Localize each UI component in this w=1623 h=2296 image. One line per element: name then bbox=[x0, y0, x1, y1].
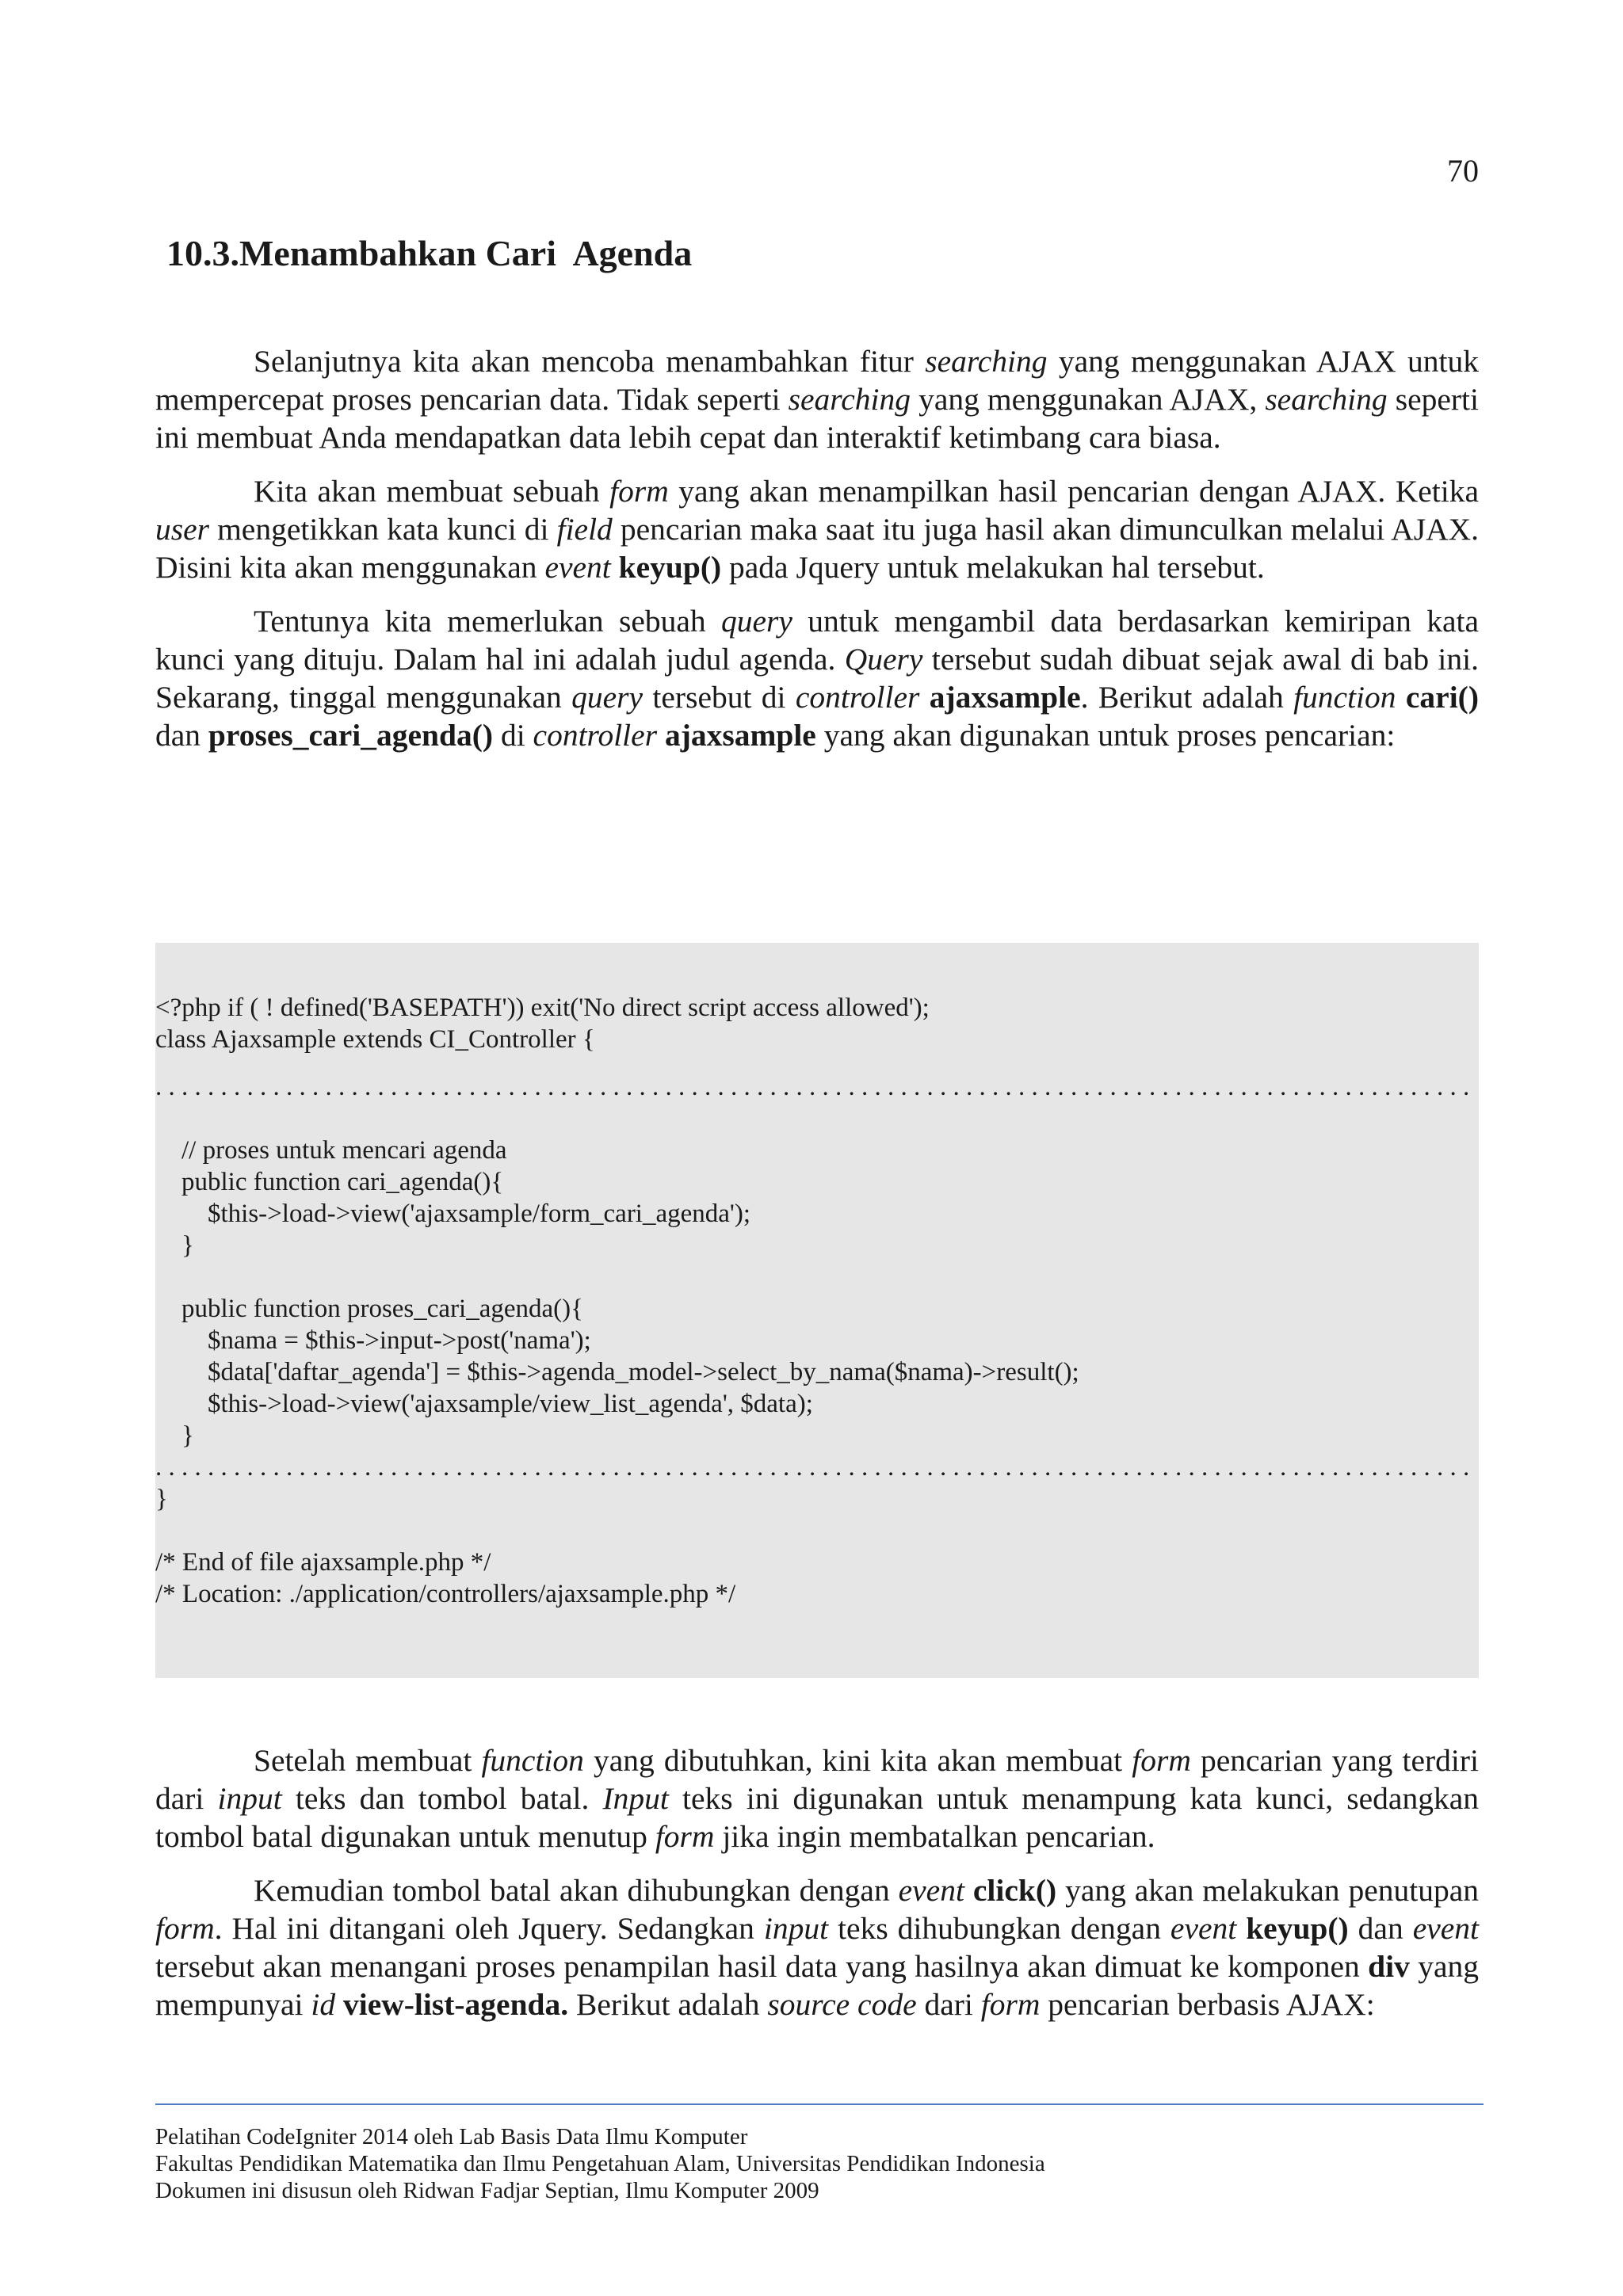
text-run: tersebut akan menangani proses penampilan hasil data yang hasilnya akan dimuat ke komponen bbox=[155, 1949, 1369, 1984]
footer-line-3: Dokumen ini disusun oleh Ridwan Fadjar Septian, Ilmu Komputer 2009 bbox=[155, 2178, 819, 2203]
text-run: yang dibutuhkan, kini kita akan membuat bbox=[583, 1743, 1132, 1778]
italic-term: function bbox=[481, 1743, 584, 1778]
text-run: seperti ini membuat Anda mendapatkan data lebih cepat dan interaktif ketimbang cara biasa. bbox=[155, 382, 1480, 455]
code-line: public function cari_agenda(){ bbox=[155, 1168, 504, 1196]
italic-term: form bbox=[155, 1911, 215, 1946]
code-line: /* Location: ./application/controllers/ajaxsample.php */ bbox=[155, 1580, 736, 1608]
text-run bbox=[657, 718, 665, 753]
text-run: dari bbox=[916, 1987, 981, 2022]
code-line: $this->load->view('ajaxsample/form_cari_agenda'); bbox=[155, 1199, 751, 1228]
italic-term: user bbox=[155, 512, 210, 547]
italic-term: event bbox=[1412, 1911, 1480, 1946]
italic-term: searching bbox=[925, 344, 1048, 379]
italic-term: function bbox=[1293, 680, 1396, 715]
code-line: . . . . . . . . . . . . . . . . . . . . . . . . . . . . . . . . . . . . . . . . . . . . . . . . . . . . . . . . . . . . . . . . . . . . . . . . . . . . . . . . . . . . . . . . . . . . . . . . . . . . . bbox=[155, 1073, 1470, 1101]
text-run: pada Jquery untuk melakukan hal tersebut. bbox=[721, 550, 1265, 585]
code-line: } bbox=[155, 1485, 168, 1513]
footer-divider bbox=[155, 2103, 1484, 2105]
italic-term: source code bbox=[767, 1987, 917, 2022]
italic-term: controller bbox=[533, 718, 658, 753]
text-run: teks ini digunakan untuk menampung kata kunci, sedangkan tombol batal digunakan untuk menutup bbox=[155, 1781, 1479, 1854]
code-line: $nama = $this->input->post('nama'); bbox=[155, 1326, 591, 1355]
code-line: } bbox=[155, 1421, 194, 1450]
text-run bbox=[335, 1987, 343, 2022]
text-run: Kemudian tombol batal akan dihubungkan dengan bbox=[254, 1873, 899, 1908]
code-line: <?php if ( ! defined('BASEPATH')) exit('No direct script access allowed'); bbox=[155, 994, 930, 1022]
section-heading: 10.3.Menambahkan Cari Agenda bbox=[166, 233, 693, 273]
paragraph bbox=[155, 472, 1479, 586]
paragraph bbox=[155, 602, 1479, 754]
italic-term: form bbox=[980, 1987, 1041, 2022]
text-run: yang menggunakan AJAX untuk mempercepat proses pencarian data. Tidak seperti bbox=[155, 344, 1479, 417]
text-run: Selanjutnya kita akan mencoba menambahkan fitur bbox=[254, 344, 926, 379]
italic-term: query bbox=[721, 604, 792, 639]
text-run: teks dan tombol batal. bbox=[281, 1781, 603, 1816]
italic-term: input bbox=[217, 1781, 282, 1816]
code-spacer bbox=[155, 1261, 1479, 1293]
text-run: di bbox=[493, 718, 533, 753]
text-run: yang akan melakukan penutupan bbox=[1056, 1873, 1480, 1908]
italic-term: input bbox=[763, 1911, 829, 1946]
text-run: . Berikut adalah bbox=[1080, 680, 1294, 715]
intro-text bbox=[155, 342, 1479, 754]
bold-term: view-list-agenda. bbox=[342, 1987, 569, 2022]
text-run: untuk mengambil data berdasarkan kemiripan kata kunci yang dituju. Dalam hal ini adalah judul agenda. bbox=[155, 604, 1480, 677]
text-run: yang menggunakan AJAX, bbox=[910, 382, 1266, 417]
italic-term: form bbox=[1132, 1743, 1191, 1778]
italic-term: Input bbox=[602, 1781, 669, 1816]
text-run: yang akan digunakan untuk proses pencarian: bbox=[815, 718, 1396, 753]
code-line: . . . . . . . . . . . . . . . . . . . . . . . . . . . . . . . . . . . . . . . . . . . . . . . . . . . . . . . . . . . . . . . . . . . . . . . . . . . . . . . . . . . . . . . . . . . . . . . . . . . . . bbox=[155, 1453, 1470, 1482]
text-run: dan bbox=[155, 718, 208, 753]
italic-term: id bbox=[311, 1987, 336, 2022]
text-run: mengetikkan kata kunci di bbox=[209, 512, 557, 547]
text-run: dan bbox=[1348, 1911, 1413, 1946]
code-spacer bbox=[155, 1103, 1479, 1135]
code-line: $this->load->view('ajaxsample/view_list_agenda', $data); bbox=[155, 1390, 813, 1418]
text-run bbox=[1396, 680, 1406, 715]
code-line: // proses untuk mencari agenda bbox=[155, 1136, 507, 1165]
code-line: $data['daftar_agenda'] = $this->agenda_model->select_by_nama($nama)->result(); bbox=[155, 1358, 1079, 1386]
italic-term: event bbox=[544, 550, 611, 585]
code-line: /* End of file ajaxsample.php */ bbox=[155, 1548, 491, 1577]
footer-line-1: Pelatihan CodeIgniter 2014 oleh Lab Basis Data Ilmu Komputer bbox=[155, 2124, 748, 2149]
text-run: pencarian yang terdiri dari bbox=[155, 1743, 1479, 1816]
bold-term: cari() bbox=[1405, 680, 1479, 715]
italic-term: searching bbox=[1265, 382, 1388, 417]
bold-term: keyup() bbox=[618, 550, 722, 585]
text-run: pencarian maka saat itu juga hasil akan dimunculkan melalui AJAX. Disini kita akan menggunakan bbox=[155, 512, 1480, 585]
code-spacer bbox=[155, 1055, 1479, 1071]
text-run: . Hal ini ditangani oleh Jquery. Sedangkan bbox=[214, 1911, 764, 1946]
text-run bbox=[964, 1873, 973, 1908]
text-run: tersebut di bbox=[643, 680, 796, 715]
text-run: Kita akan membuat sebuah bbox=[254, 474, 610, 509]
italic-term: controller bbox=[795, 680, 920, 715]
bold-term: ajaxsample bbox=[664, 718, 816, 753]
text-run bbox=[1236, 1911, 1246, 1946]
text-run: Tentunya kita memerlukan sebuah bbox=[254, 604, 721, 639]
text-run: Berikut adalah bbox=[568, 1987, 768, 2022]
text-run: jika ingin membatalkan pencarian. bbox=[714, 1819, 1155, 1854]
text-run: Setelah membuat bbox=[254, 1743, 482, 1778]
code-line: } bbox=[155, 1231, 194, 1260]
paragraph bbox=[155, 342, 1479, 456]
text-run bbox=[611, 550, 619, 585]
italic-term: event bbox=[898, 1873, 964, 1908]
italic-term: searching bbox=[788, 382, 911, 417]
italic-term: query bbox=[571, 680, 643, 715]
code-line: class Ajaxsample extends CI_Controller { bbox=[155, 1025, 595, 1054]
bold-term: keyup() bbox=[1246, 1911, 1349, 1946]
italic-term: field bbox=[556, 512, 613, 547]
italic-term: form bbox=[655, 1819, 715, 1854]
italic-term: Query bbox=[844, 642, 923, 677]
italic-term: event bbox=[1170, 1911, 1237, 1946]
text-run bbox=[919, 680, 929, 715]
outro-text bbox=[155, 1741, 1479, 2023]
page-footer bbox=[155, 2123, 1045, 2204]
text-run: tersebut sudah dibuat sejak awal di bab ini. Sekarang, tinggal menggunakan bbox=[155, 642, 1479, 715]
paragraph bbox=[155, 1741, 1479, 1855]
text-run: yang mempunyai bbox=[155, 1949, 1479, 2022]
text-run: pencarian berbasis AJAX: bbox=[1040, 1987, 1375, 2022]
code-line: public function proses_cari_agenda(){ bbox=[155, 1295, 583, 1323]
text-run: yang akan menampilkan hasil pencarian dengan AJAX. Ketika bbox=[668, 474, 1479, 509]
paragraph bbox=[155, 1871, 1479, 2023]
bold-term: div bbox=[1368, 1949, 1410, 1984]
bold-term: proses_cari_agenda() bbox=[208, 718, 494, 753]
text-run: teks dihubungkan dengan bbox=[828, 1911, 1170, 1946]
page-number: 70 bbox=[1447, 153, 1479, 189]
italic-term: form bbox=[609, 474, 669, 509]
code-spacer bbox=[155, 1515, 1479, 1547]
bold-term: click() bbox=[972, 1873, 1057, 1908]
footer-line-2: Fakultas Pendidikan Matematika dan Ilmu Pengetahuan Alam, Universitas Pendidikan Indonesia bbox=[155, 2151, 1045, 2176]
bold-term: ajaxsample bbox=[929, 680, 1081, 715]
code-block bbox=[155, 943, 1479, 1678]
